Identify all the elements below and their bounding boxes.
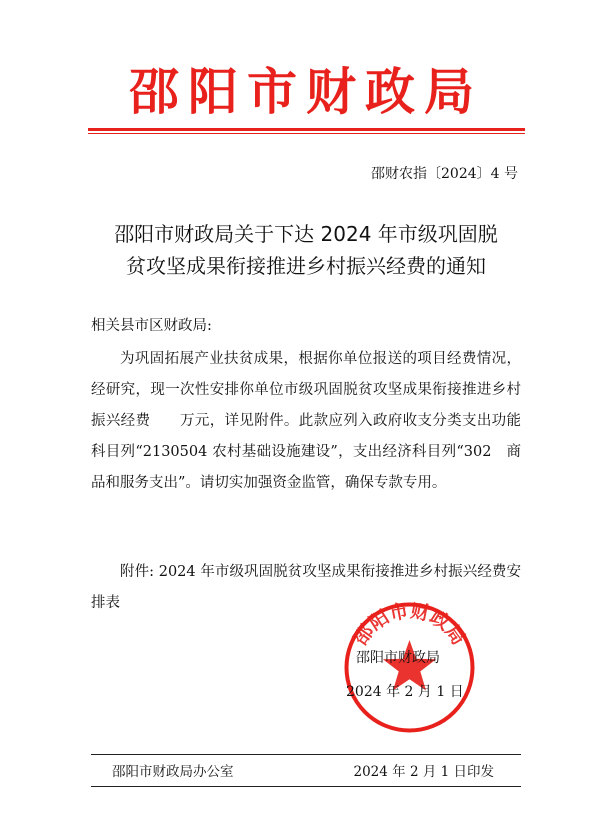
- footer-print-date: 2024 年 2 月 1 日印发: [353, 764, 494, 780]
- seal-org-text: 邵阳市财政局: [349, 600, 470, 650]
- body-paragraph: 为巩固拓展产业扶贫成果，根据你单位报送的项目经费情况，经研究，现一次性安排你单位市级巩固脱贫攻坚成果衔接推进乡村振兴经费 万元，详见附件。此款应列入政府收支分类支出功能科目列“2130504 农村基础设施建设”，支出经济科目列“302 商品和服务支出”。请切实加强资金监管，确保专款专用。: [91, 351, 521, 491]
- masthead-rule-thin: [88, 133, 525, 134]
- notice-title-line-2: 贫攻坚成果衔接推进乡村振兴经费的通知: [126, 254, 486, 278]
- footer-rule-bottom: [91, 786, 521, 787]
- signature-date: 2024 年 2 月 1 日: [346, 684, 464, 700]
- document-number: 邵财农指〔2024〕4 号: [371, 166, 518, 182]
- notice-title-line-1: 邵阳市财政局关于下达 2024 年市级巩固脱: [114, 222, 498, 246]
- footer-rule-top: [91, 754, 521, 755]
- signature-organization: 邵阳市财政局: [356, 650, 440, 666]
- masthead-title: 邵阳市财政局: [129, 62, 483, 121]
- salutation: 相关县市区财政局:: [91, 318, 212, 334]
- notice-title: [72, 218, 540, 282]
- masthead-rule-thick: [88, 128, 525, 131]
- footer-issuer: 邵阳市财政局办公室: [112, 764, 234, 780]
- attachment-line: 附件: 2024 年市级巩固脱贫攻坚成果衔接推进乡村振兴经费安排表: [91, 564, 521, 611]
